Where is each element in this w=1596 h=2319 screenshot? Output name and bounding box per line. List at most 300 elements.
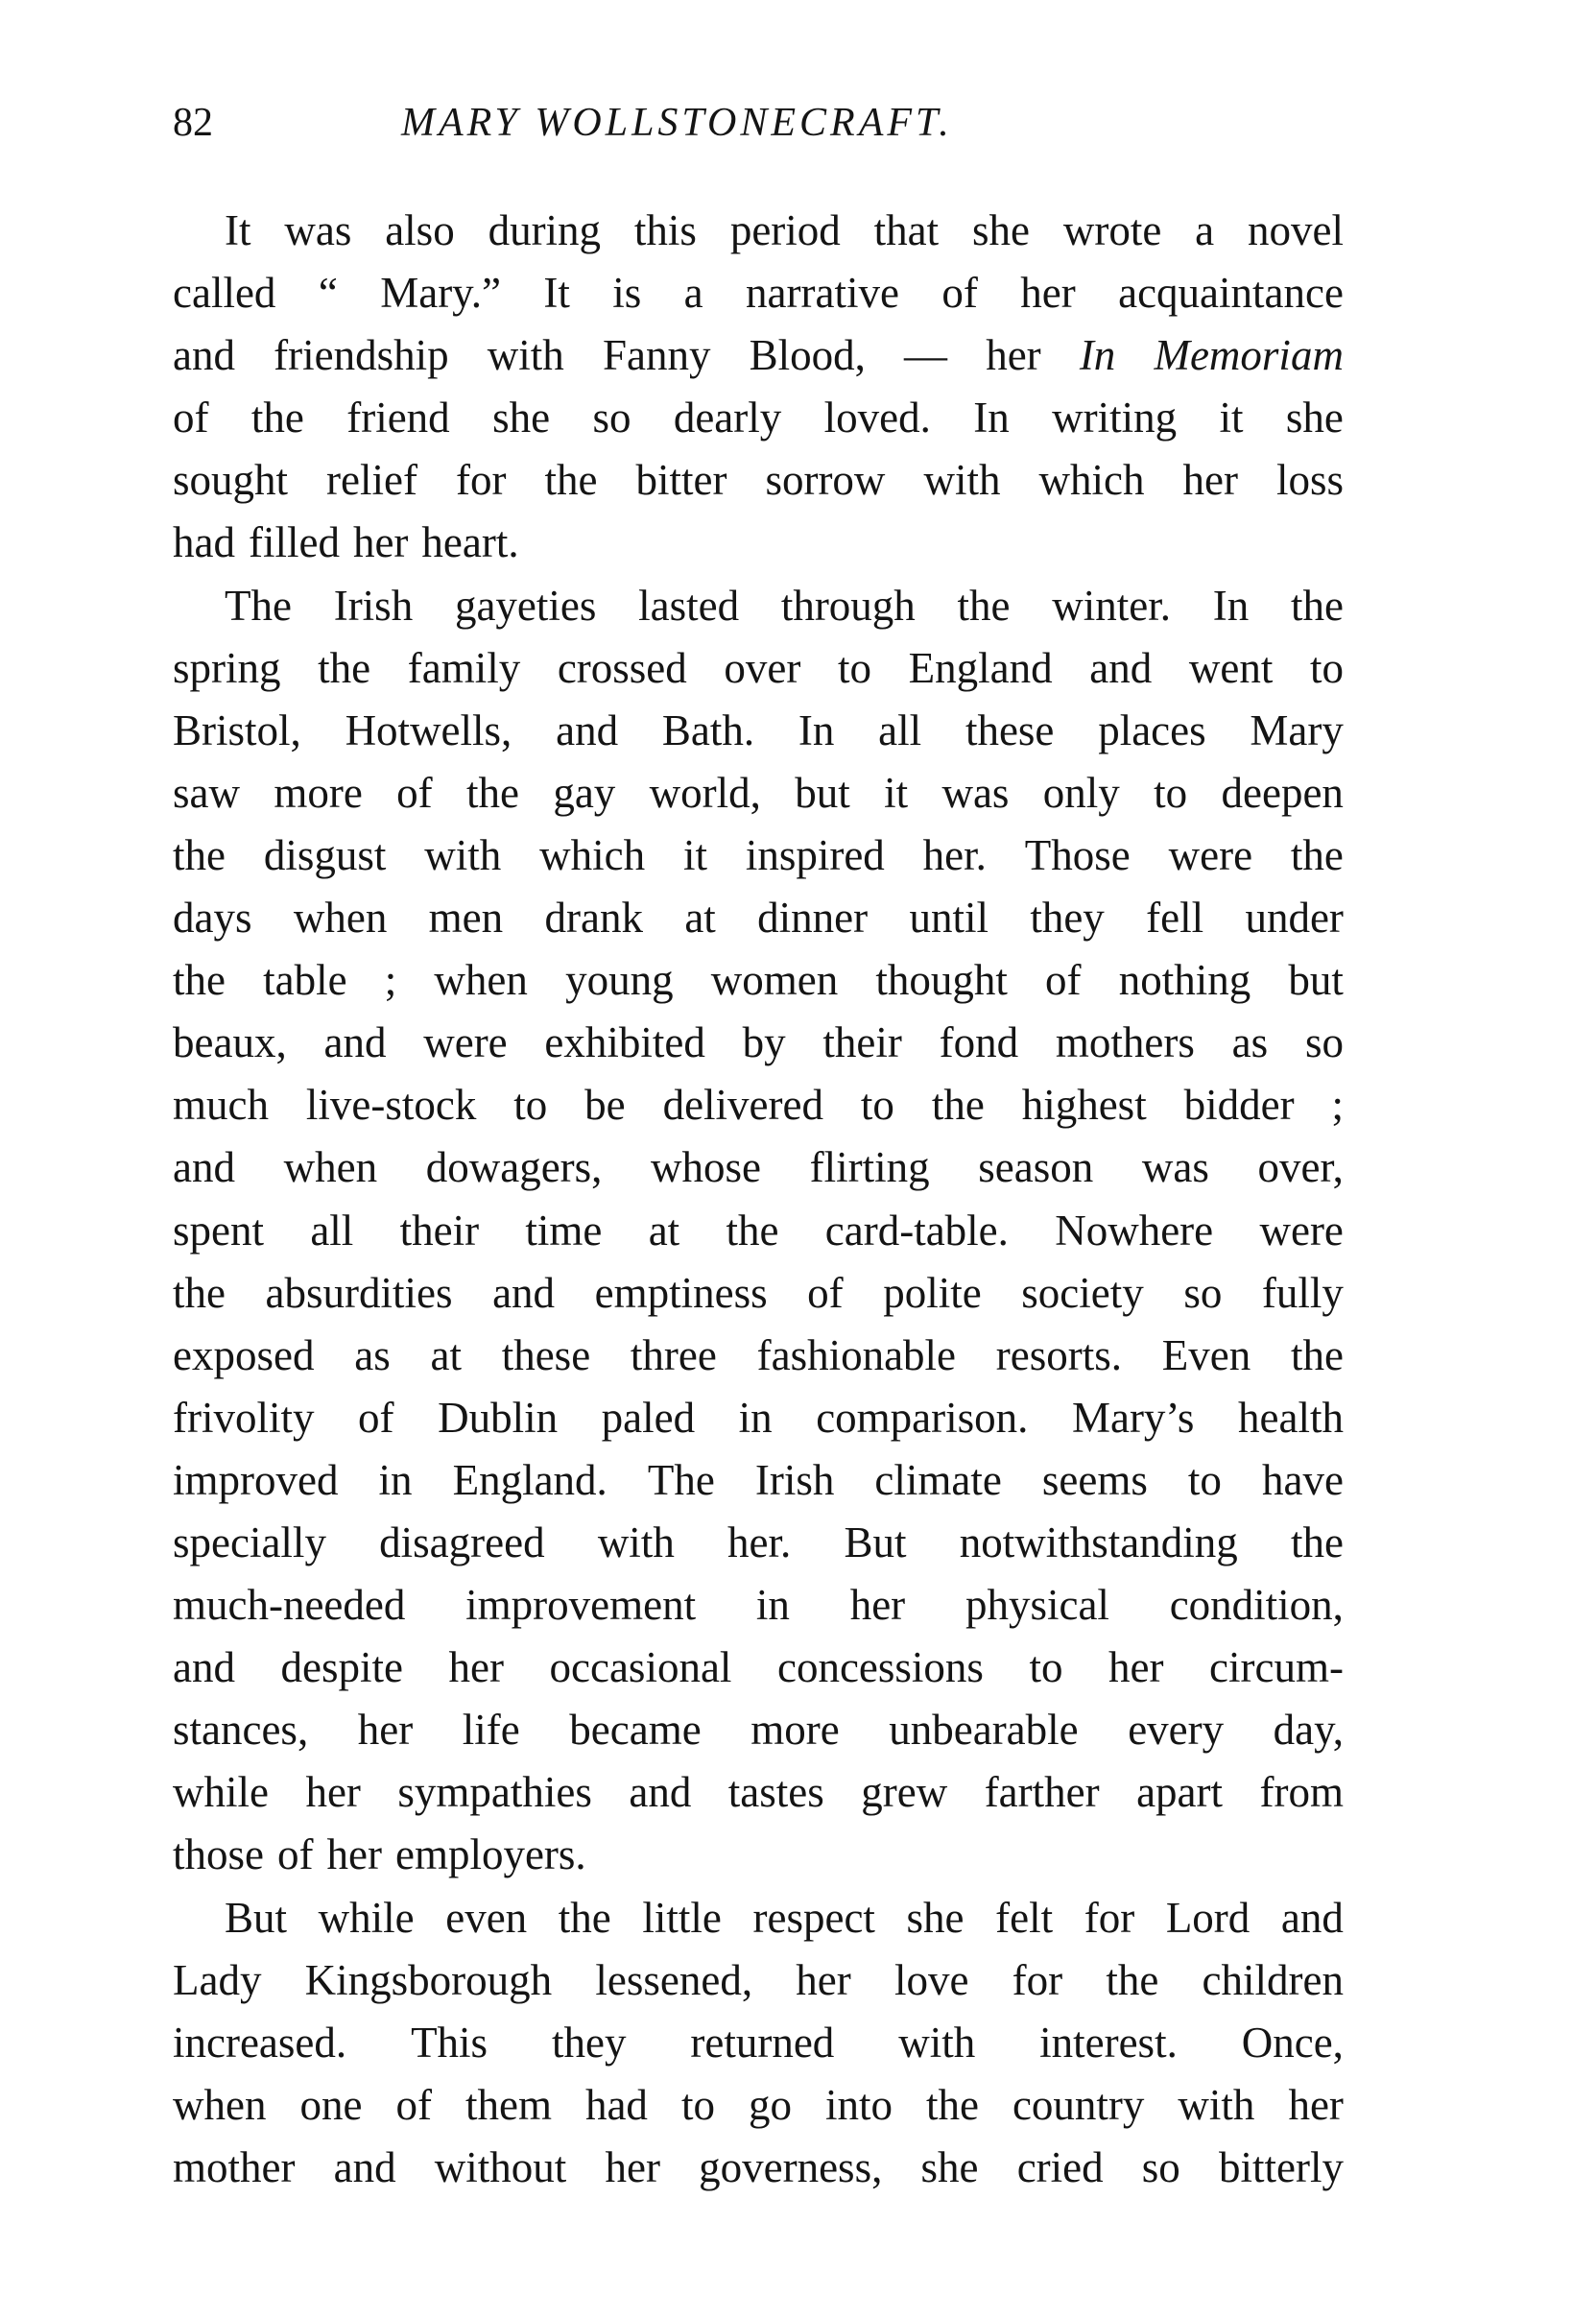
word: of: [173, 394, 209, 442]
word: concessions: [776, 1643, 984, 1692]
word: wrote: [1062, 206, 1162, 254]
word: while: [173, 1768, 269, 1817]
word: her: [305, 1768, 361, 1817]
word: In: [1079, 331, 1116, 380]
word: her: [448, 1643, 504, 1692]
word: so: [1183, 1268, 1223, 1317]
word: women: [710, 956, 839, 1005]
word: with: [923, 456, 1001, 505]
text-line: [173, 1637, 1344, 1699]
word: improved: [173, 1455, 339, 1504]
text-line: [173, 1574, 1344, 1637]
text-line: [173, 575, 1344, 637]
word: Dublin: [438, 1393, 559, 1442]
word: it: [1219, 394, 1244, 442]
word: highest: [1021, 1081, 1147, 1130]
word: into: [824, 2080, 893, 2129]
word: these: [965, 705, 1055, 754]
word: when: [283, 1143, 378, 1192]
word: fashionable: [756, 1330, 957, 1379]
word: world,: [649, 768, 761, 817]
text-line: [173, 2074, 1344, 2137]
word: as: [354, 1330, 391, 1379]
word: The: [225, 581, 292, 630]
word: her.: [922, 830, 987, 879]
word: and: [556, 705, 619, 754]
word: mothers: [1055, 1018, 1195, 1067]
word: those: [173, 1830, 264, 1879]
word: sympathies: [397, 1768, 592, 1817]
word: became: [569, 1706, 702, 1755]
word: the: [957, 581, 1011, 630]
word: of: [395, 2080, 432, 2129]
word: places: [1098, 705, 1206, 754]
word: “: [318, 269, 338, 318]
word: lasted: [638, 581, 740, 630]
word: Bath.: [661, 705, 755, 754]
word: them: [465, 2080, 552, 2129]
word: men: [428, 894, 504, 943]
word: society: [1021, 1268, 1144, 1317]
word: the: [318, 643, 371, 692]
word: lessened,: [595, 1955, 753, 2004]
word: to: [1187, 1455, 1222, 1504]
word: country: [1012, 2080, 1145, 2129]
word: the: [726, 1206, 779, 1255]
word: Irish: [754, 1455, 835, 1504]
word: life: [462, 1706, 520, 1755]
text-line: [173, 200, 1344, 262]
word: her: [605, 2142, 660, 2191]
word: more: [750, 1706, 840, 1755]
word: circum-: [1209, 1643, 1344, 1692]
word: and: [333, 2142, 396, 2191]
word: of: [1045, 956, 1082, 1005]
word: emptiness: [594, 1268, 768, 1317]
word: acquaintance: [1118, 269, 1344, 318]
word: during: [488, 206, 602, 254]
word: of: [807, 1268, 844, 1317]
word: novel: [1248, 206, 1344, 254]
text-line: [173, 1262, 1344, 1325]
word: Fanny: [602, 331, 711, 380]
word: through: [780, 581, 916, 630]
word: comparison.: [816, 1393, 1029, 1442]
word: dowagers,: [425, 1143, 603, 1192]
word: In: [1212, 581, 1250, 630]
word: for: [455, 456, 507, 505]
word: every: [1128, 1706, 1225, 1755]
word: returned: [690, 2018, 835, 2067]
text-line: [173, 1949, 1344, 2012]
word: England.: [452, 1455, 607, 1504]
word: dinner: [757, 894, 869, 943]
word: Lord: [1165, 1893, 1251, 1942]
word: with: [898, 2018, 976, 2067]
word: to: [1029, 1643, 1063, 1692]
word: physical: [965, 1581, 1109, 1630]
word: The: [647, 1455, 715, 1504]
word: sorrow: [765, 456, 886, 505]
word: from: [1259, 1768, 1344, 1817]
word: governess,: [699, 2142, 883, 2191]
word: one: [299, 2080, 363, 2129]
word: the: [173, 830, 226, 879]
word: her: [357, 1706, 414, 1755]
word: went: [1188, 643, 1274, 692]
word: at: [430, 1330, 462, 1379]
word: her: [796, 1955, 851, 2004]
word: polite: [883, 1268, 982, 1317]
word: for: [1012, 1955, 1063, 2004]
text-line: [173, 1074, 1344, 1136]
word: seems: [1041, 1455, 1148, 1504]
word: but: [795, 768, 850, 817]
word: bitter: [635, 456, 727, 505]
word: loss: [1275, 456, 1344, 505]
word: children: [1202, 1955, 1344, 2004]
text-line: [173, 512, 1344, 574]
word: to: [513, 1081, 548, 1130]
word: exhibited: [544, 1018, 705, 1067]
word: climate: [874, 1455, 1002, 1504]
word: resorts.: [995, 1330, 1123, 1379]
word: unbearable: [889, 1706, 1079, 1755]
word: all: [878, 705, 922, 754]
text-line: [173, 1824, 1344, 1886]
word: little: [642, 1893, 722, 1942]
word: and: [173, 1143, 235, 1192]
word: In: [798, 705, 835, 754]
word: inspired: [745, 830, 885, 879]
word: was: [1141, 1143, 1209, 1192]
word: increased.: [173, 2018, 347, 2067]
word: she: [920, 2142, 979, 2191]
word: and: [1280, 1893, 1344, 1942]
word: the: [173, 956, 226, 1005]
text-line: [173, 1887, 1344, 1949]
word: with: [597, 1518, 675, 1566]
word: she: [492, 394, 551, 442]
word: thought: [875, 956, 1008, 1005]
word: with: [1178, 2080, 1255, 2129]
word: were: [1259, 1206, 1344, 1255]
word: of: [277, 1830, 314, 1879]
word: for: [1084, 1893, 1135, 1942]
word: at: [648, 1206, 680, 1255]
word: she: [971, 206, 1030, 254]
text-line: [173, 387, 1344, 449]
word: have: [1261, 1455, 1344, 1504]
word: saw: [173, 768, 240, 817]
word: Mary.”: [380, 269, 501, 318]
word: the: [1290, 1518, 1344, 1566]
word: the: [1290, 581, 1344, 630]
word: bidder: [1183, 1081, 1295, 1130]
word: apart: [1136, 1768, 1223, 1817]
word: beaux,: [173, 1018, 287, 1067]
word: it: [682, 830, 707, 879]
word: go: [748, 2080, 792, 2129]
word: much: [173, 1081, 269, 1130]
word: and: [629, 1768, 692, 1817]
word: a: [1195, 206, 1215, 254]
word: fully: [1261, 1268, 1344, 1317]
word: her.: [727, 1518, 792, 1566]
text-line: [173, 637, 1344, 700]
word: Hotwells,: [345, 705, 512, 754]
word: when: [434, 956, 528, 1005]
word: in: [755, 1581, 790, 1630]
word: was: [941, 768, 1010, 817]
word: all: [310, 1206, 354, 1255]
word: Kingsborough: [304, 1955, 553, 2004]
word: a: [683, 269, 703, 318]
text-line: [173, 1387, 1344, 1449]
word: so: [592, 394, 631, 442]
word: Irish: [333, 581, 414, 630]
word: was: [284, 206, 352, 254]
word: interest.: [1039, 2018, 1178, 2067]
word: delivered: [662, 1081, 823, 1130]
word: gayeties: [454, 581, 597, 630]
word: live-stock: [305, 1081, 477, 1130]
word: improvement: [465, 1581, 697, 1630]
word: This: [411, 2018, 488, 2067]
word: their: [399, 1206, 480, 1255]
body-text: [173, 200, 1344, 2199]
word: her: [326, 1830, 382, 1879]
word: to: [680, 2080, 715, 2129]
word: But: [225, 1893, 288, 1942]
word: had: [584, 2080, 648, 2129]
word: respect: [752, 1893, 875, 1942]
word: disgust: [263, 830, 387, 879]
word: filled: [248, 518, 340, 567]
word: spring: [173, 643, 281, 692]
word: bitterly: [1218, 2142, 1344, 2191]
word: only: [1042, 768, 1120, 817]
word: In: [973, 394, 1010, 442]
word: which: [539, 830, 646, 879]
word: cried: [1016, 2142, 1104, 2191]
word: Blood,: [749, 331, 866, 380]
word: of: [941, 269, 978, 318]
word: and: [1089, 643, 1153, 692]
word: even: [445, 1893, 528, 1942]
word: Lady: [173, 1955, 262, 2004]
word: nothing: [1118, 956, 1251, 1005]
word: period: [729, 206, 841, 254]
word: health: [1238, 1393, 1344, 1442]
word: love: [893, 1955, 969, 2004]
running-title: MARY WOLLSTONECRAFT.: [401, 101, 953, 145]
word: be: [584, 1081, 626, 1130]
word: her: [1288, 2080, 1344, 2129]
word: Nowhere: [1055, 1206, 1214, 1255]
word: heart.: [421, 518, 519, 567]
word: mother: [173, 2142, 296, 2191]
word: her: [849, 1581, 906, 1630]
word: ;: [1331, 1081, 1344, 1130]
word: that: [873, 206, 940, 254]
text-line: [173, 324, 1344, 387]
word: fond: [939, 1018, 1019, 1067]
word: were: [1168, 830, 1253, 879]
word: when: [293, 894, 388, 943]
word: and: [173, 1643, 235, 1692]
word: paled: [601, 1393, 696, 1442]
word: tastes: [727, 1768, 824, 1817]
word: she: [1285, 394, 1344, 442]
word: card-table.: [824, 1206, 1009, 1255]
word: her: [1108, 1643, 1164, 1692]
word: friend: [346, 394, 450, 442]
word: which: [1038, 456, 1145, 505]
text-line: [173, 1325, 1344, 1387]
text-line: [173, 1012, 1344, 1074]
word: the: [465, 768, 519, 817]
word: her: [1020, 269, 1076, 318]
word: frivolity: [173, 1393, 315, 1442]
word: with: [424, 830, 502, 879]
word: family: [407, 643, 521, 692]
word: with: [487, 331, 564, 380]
word: also: [385, 206, 455, 254]
word: without: [434, 2142, 567, 2191]
text-line: [173, 2137, 1344, 2199]
word: under: [1245, 894, 1344, 943]
word: specially: [173, 1518, 326, 1566]
word: in: [378, 1455, 413, 1504]
word: as: [1231, 1018, 1269, 1067]
word: they: [551, 2018, 627, 2067]
word: the: [1290, 830, 1344, 879]
word: drank: [544, 894, 643, 943]
word: farther: [984, 1768, 1100, 1817]
word: three: [630, 1330, 717, 1379]
text-line: [173, 762, 1344, 825]
page-number: 82: [173, 101, 213, 145]
text-line: [173, 1449, 1344, 1512]
word: their: [822, 1018, 902, 1067]
word: flirting: [809, 1143, 930, 1192]
word: in: [738, 1393, 773, 1442]
word: ;: [384, 956, 397, 1005]
word: called: [173, 269, 276, 318]
word: winter.: [1052, 581, 1171, 630]
word: much-needed: [173, 1581, 406, 1630]
word: the: [1106, 1955, 1159, 2004]
word: It: [543, 269, 570, 318]
word: of: [396, 768, 433, 817]
word: sought: [173, 456, 289, 505]
word: fell: [1146, 894, 1204, 943]
word: writing: [1052, 394, 1178, 442]
word: day,: [1273, 1706, 1344, 1755]
word: felt: [995, 1893, 1054, 1942]
word: this: [633, 206, 697, 254]
word: narrative: [746, 269, 899, 318]
word: Mary: [1250, 705, 1344, 754]
word: the: [558, 1893, 611, 1942]
word: days: [173, 894, 252, 943]
word: table: [263, 956, 347, 1005]
word: deepen: [1221, 768, 1344, 817]
word: employers.: [394, 1830, 586, 1879]
word: but: [1288, 956, 1344, 1005]
text-line: [173, 262, 1344, 324]
word: stances,: [173, 1706, 309, 1755]
word: despite: [280, 1643, 403, 1692]
word: of: [358, 1393, 394, 1442]
word: the: [1290, 1330, 1344, 1379]
word: the: [250, 394, 304, 442]
text-line: [173, 1761, 1344, 1824]
text-line: [173, 1512, 1344, 1574]
word: notwithstanding: [959, 1518, 1238, 1566]
text-line: [173, 1136, 1344, 1199]
word: Bristol,: [173, 705, 301, 754]
word: England: [908, 643, 1053, 692]
word: gay: [553, 768, 616, 817]
word: exposed: [173, 1330, 315, 1379]
word: time: [525, 1206, 603, 1255]
word: her: [986, 331, 1041, 380]
word: occasional: [549, 1643, 732, 1692]
word: It: [225, 206, 251, 254]
word: to: [1309, 643, 1344, 692]
word: while: [318, 1893, 415, 1942]
word: to: [860, 1081, 894, 1130]
word: at: [684, 894, 716, 943]
word: dearly: [673, 394, 782, 442]
text-line: [173, 2012, 1344, 2074]
word: to: [838, 643, 872, 692]
word: to: [1154, 768, 1188, 817]
word: disagreed: [379, 1518, 545, 1566]
text-line: [173, 1200, 1344, 1262]
text-line: [173, 700, 1344, 762]
word: friendship: [274, 331, 449, 380]
word: crossed: [557, 643, 687, 692]
word: more: [274, 768, 363, 817]
word: when: [173, 2080, 267, 2129]
text-line: [173, 825, 1344, 887]
word: it: [884, 768, 909, 817]
word: season: [978, 1143, 1094, 1192]
word: —: [904, 331, 948, 380]
word: the: [925, 2080, 979, 2129]
word: young: [565, 956, 674, 1005]
word: grew: [861, 1768, 948, 1817]
text-line: [173, 449, 1344, 512]
word: by: [742, 1018, 786, 1067]
word: relief: [326, 456, 417, 505]
word: over: [724, 643, 801, 692]
word: But: [844, 1518, 907, 1566]
word: over,: [1257, 1143, 1344, 1192]
text-line: [173, 949, 1344, 1012]
word: condition,: [1169, 1581, 1344, 1630]
word: the: [931, 1081, 985, 1130]
word: Once,: [1241, 2018, 1344, 2067]
word: Those: [1024, 830, 1131, 879]
word: spent: [173, 1206, 264, 1255]
page-header: [173, 94, 1344, 152]
word: Mary’s: [1071, 1393, 1195, 1442]
word: whose: [651, 1143, 762, 1192]
